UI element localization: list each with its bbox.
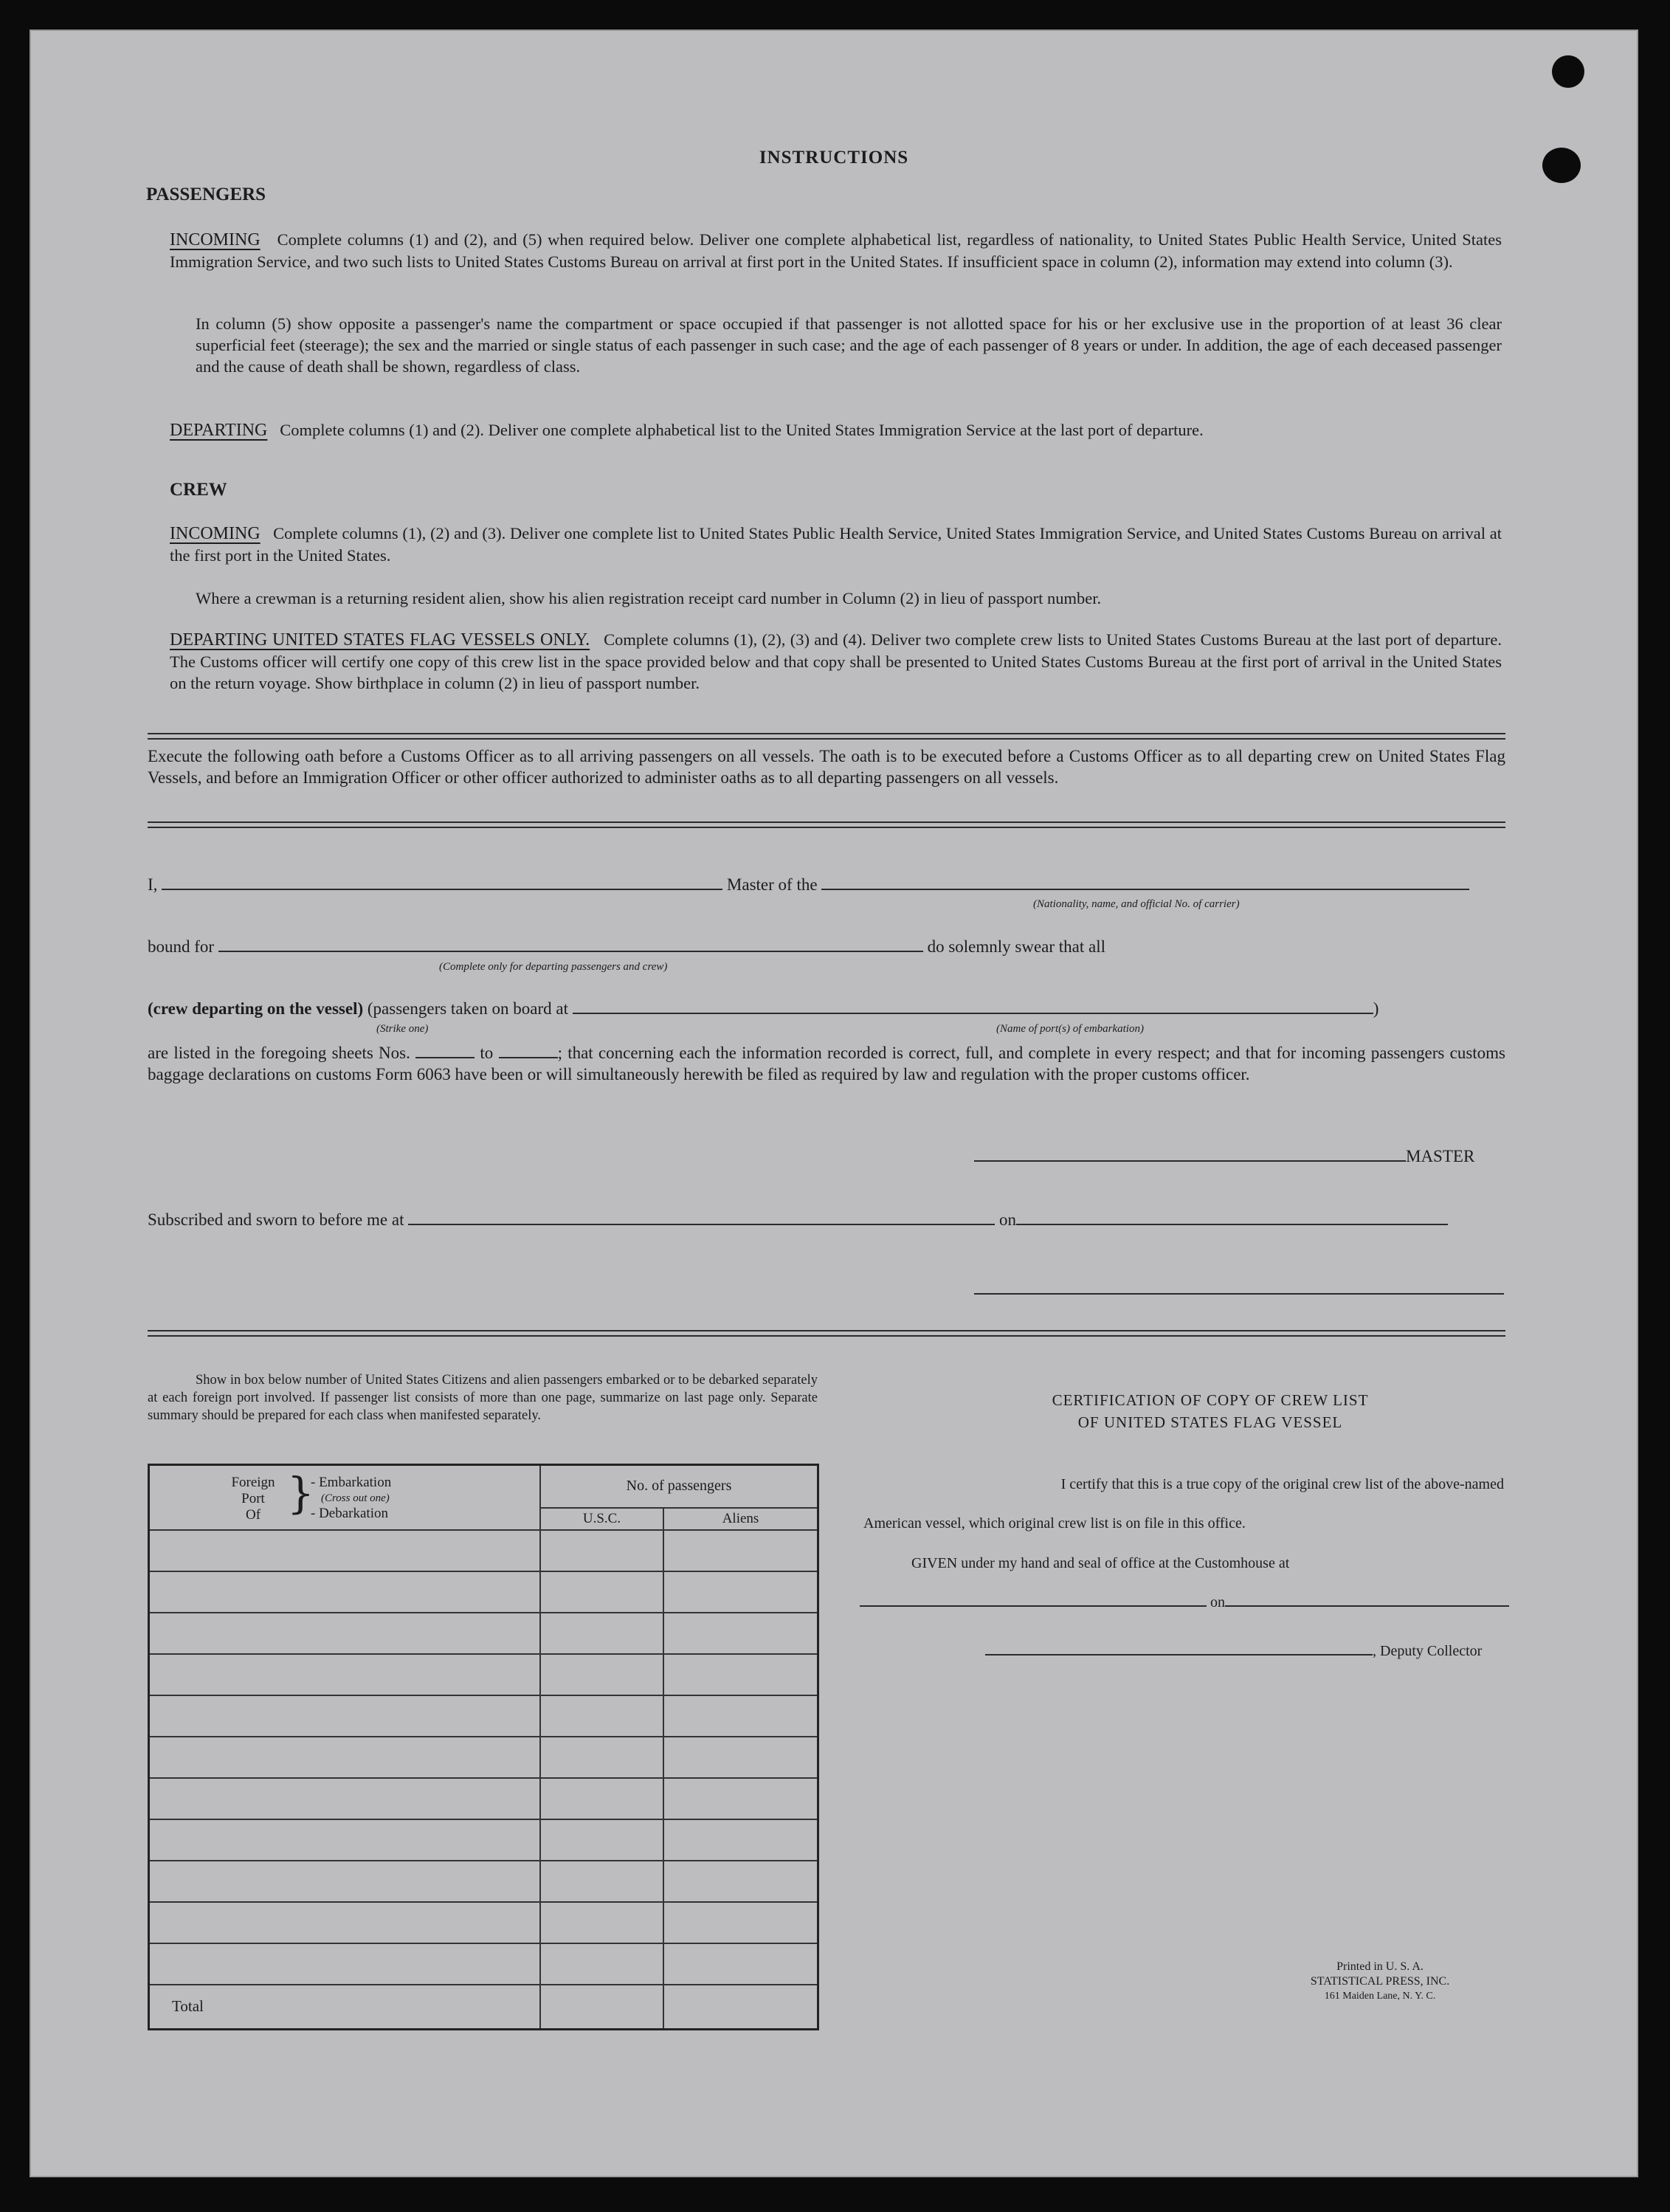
to-label: to [480, 1044, 494, 1062]
master-signature-field[interactable] [974, 1160, 1406, 1162]
sheet-to-field[interactable] [499, 1057, 558, 1058]
port-caption: (Name of port(s) of embarkation) [996, 1023, 1144, 1035]
oath-line-bound-for [148, 937, 1505, 957]
table-row [149, 1695, 818, 1737]
page-title: INSTRUCTIONS [759, 148, 909, 168]
usc-cell[interactable] [540, 1819, 663, 1861]
port-cell[interactable] [149, 1613, 541, 1654]
bound-for-label: bound for [148, 937, 215, 956]
passengers-incoming-label: INCOMING [170, 230, 260, 249]
aliens-header: Aliens [663, 1508, 818, 1530]
passengers-departing-paragraph [170, 419, 1502, 441]
passengers-departing-text: Complete columns (1) and (2). Deliver one complete alphabetical list to the United States Immigration Service at the last port of departure. [280, 421, 1204, 439]
usc-cell[interactable] [540, 1613, 663, 1654]
listed-suffix: ; that concerning each the information recorded is correct, full, and complete in every respect; and that for incoming passengers customs baggage declarations on customs Form 6063 have been or will simultaneously herewith be filed as required by law and regulation with the proper customs officer. [148, 1044, 1506, 1083]
usc-cell[interactable] [540, 1737, 663, 1778]
strike-caption: (Strike one) [376, 1023, 429, 1035]
printer-line3: 161 Maiden Lane, N. Y. C. [1324, 1991, 1436, 2002]
port-cell[interactable] [149, 1530, 541, 1571]
crew-departing-option[interactable]: (crew departing on the vessel) [148, 999, 364, 1018]
complete-only-caption: (Complete only for departing passengers and crew) [439, 961, 668, 973]
certification-title-line1: CERTIFICATION OF COPY OF CREW LIST [1052, 1391, 1369, 1409]
crew-departing-paragraph [170, 629, 1502, 694]
bound-for-field[interactable] [218, 951, 923, 952]
passengers-departing-label: DEPARTING [170, 421, 268, 440]
master-signature-line [974, 1147, 1474, 1166]
aliens-cell[interactable] [663, 1654, 818, 1695]
certification-title-line2: OF UNITED STATES FLAG VESSEL [1077, 1413, 1343, 1431]
total-aliens-cell[interactable] [663, 1985, 818, 2029]
subscribed-line [148, 1210, 1505, 1230]
embarkation-label[interactable]: - Embarkation [311, 1475, 392, 1490]
embarkation-port-field[interactable] [573, 1013, 1373, 1014]
table-row [149, 1819, 818, 1861]
port-cell[interactable] [149, 1737, 541, 1778]
oath-listed-paragraph [148, 1042, 1505, 1085]
given-text: GIVEN under my hand and seal of office at the Customhouse at [911, 1555, 1290, 1571]
certify-line1: I certify that this is a true copy of the original crew list of the above-named [1060, 1476, 1504, 1492]
printer-line2: STATISTICAL PRESS, INC. [1310, 1975, 1450, 1988]
officer-signature-field[interactable] [974, 1293, 1504, 1295]
punch-hole [1552, 55, 1584, 88]
total-usc-cell[interactable] [540, 1985, 663, 2029]
usc-cell[interactable] [540, 1778, 663, 1819]
oath-line-master [148, 875, 1505, 895]
passengers-taken-option[interactable]: (passengers taken on board at [367, 999, 568, 1018]
aliens-cell[interactable] [663, 1613, 818, 1654]
table-row [149, 1530, 818, 1571]
crew-heading: CREW [170, 480, 227, 500]
crew-incoming-label: INCOMING [170, 524, 260, 543]
customhouse-line [860, 1594, 1509, 1611]
crew-resident-paragraph: Where a crewman is a returning resident alien, show his alien registration receipt card number in Column (2) in lieu of passport number. [196, 589, 1102, 607]
port-cell[interactable] [149, 1819, 541, 1861]
port-cell[interactable] [149, 1943, 541, 1985]
aliens-cell[interactable] [663, 1902, 818, 1943]
oath-instructions: Execute the following oath before a Customs Officer as to all arriving passengers on all vessels. The oath is to be executed before a Customs Officer as to all departing crew on United States Flag Vessels, and before an Immigration Officer or other officer authorized to administer oaths as to all departing passengers on all vessels. [148, 747, 1505, 787]
printer-line1: Printed in U. S. A. [1336, 1960, 1424, 1973]
usc-cell[interactable] [540, 1695, 663, 1737]
aliens-cell[interactable] [663, 1530, 818, 1571]
table-row [149, 1902, 818, 1943]
nationality-caption: (Nationality, name, and official No. of carrier) [1033, 898, 1240, 910]
total-label: Total [149, 1985, 541, 2029]
crew-departing-label: DEPARTING UNITED STATES FLAG VESSELS ONLY. [170, 630, 590, 650]
debarkation-label[interactable]: - Debarkation [311, 1506, 388, 1521]
oath-line-embarkation [148, 999, 1505, 1019]
usc-cell[interactable] [540, 1902, 663, 1943]
port-label: Port [241, 1491, 265, 1506]
usc-cell[interactable] [540, 1530, 663, 1571]
certification-title [915, 1389, 1505, 1433]
summary-rows [149, 1530, 818, 1985]
deputy-signature-field[interactable] [985, 1654, 1373, 1655]
table-row [149, 1861, 818, 1902]
table-row [149, 1654, 818, 1695]
aliens-cell[interactable] [663, 1819, 818, 1861]
sworn-place-field[interactable] [408, 1224, 995, 1225]
sworn-date-field[interactable] [1016, 1224, 1448, 1225]
i-label: I, [148, 875, 158, 894]
port-cell[interactable] [149, 1695, 541, 1737]
table-row [149, 1613, 818, 1654]
sworn-on-label: on [998, 1210, 1016, 1229]
aliens-cell[interactable] [663, 1778, 818, 1819]
crew-incoming-text: Complete columns (1), (2) and (3). Deliver one complete list to United States Public Health Service, United States Immigration Service, and United States Customs Bureau on arrival at the first port in the United States. [170, 524, 1502, 565]
cross-out-caption: (Cross out one) [321, 1492, 390, 1504]
port-header-cell [149, 1465, 541, 1531]
aliens-cell[interactable] [663, 1861, 818, 1902]
customhouse-place-field[interactable] [860, 1605, 1207, 1607]
port-cell[interactable] [149, 1902, 541, 1943]
table-row [149, 1737, 818, 1778]
port-cell[interactable] [149, 1861, 541, 1902]
of-label: Of [245, 1507, 261, 1523]
aliens-cell[interactable] [663, 1571, 818, 1613]
usc-cell[interactable] [540, 1571, 663, 1613]
form-sheet [30, 30, 1638, 2177]
port-cell[interactable] [149, 1654, 541, 1695]
swear-label: do solemnly swear that all [927, 937, 1106, 956]
listed-prefix: are listed in the foregoing sheets Nos. [148, 1044, 410, 1062]
master-name-field[interactable] [162, 889, 722, 890]
subscribed-label: Subscribed and sworn to before me at [148, 1210, 404, 1229]
table-row [149, 1571, 818, 1613]
section-divider [148, 1330, 1505, 1337]
usc-cell[interactable] [540, 1943, 663, 1985]
close-paren: ) [1373, 999, 1379, 1018]
aliens-cell[interactable] [663, 1695, 818, 1737]
aliens-cell[interactable] [663, 1737, 818, 1778]
usc-header: U.S.C. [540, 1508, 663, 1530]
certify-line2: American vessel, which original crew list is on file in this office. [863, 1515, 1246, 1531]
deputy-collector-line [985, 1643, 1482, 1660]
passenger-summary-table [148, 1464, 819, 2030]
master-label: MASTER [1406, 1147, 1475, 1165]
table-row [149, 1943, 818, 1985]
printer-imprint [1269, 1960, 1491, 2004]
master-of-label: Master of the [726, 875, 818, 894]
table-header-row [149, 1465, 818, 1508]
table-row [149, 1778, 818, 1819]
passengers-incoming-paragraph [170, 229, 1502, 272]
summary-instructions: Show in box below number of United States Citizens and alien passengers embarked or to be debarked separately at each foreign port involved. If passenger list consists of more than one page, summarize on last page only. Separate summary should be prepared for each class when manifested separately. [148, 1373, 818, 1423]
passengers-heading: PASSENGERS [146, 185, 266, 204]
foreign-port-of-label [224, 1475, 283, 1523]
total-row [149, 1985, 818, 2029]
port-cell[interactable] [149, 1778, 541, 1819]
crew-incoming-paragraph [170, 523, 1502, 566]
no-of-passengers-header: No. of passengers [540, 1465, 818, 1508]
section-divider [148, 733, 1505, 740]
customhouse-date-field[interactable] [1225, 1605, 1509, 1607]
vessel-name-field[interactable] [821, 889, 1469, 890]
section-divider [148, 821, 1505, 828]
foreign-label: Foreign [231, 1475, 275, 1490]
deputy-collector-label: , Deputy Collector [1373, 1643, 1483, 1659]
port-cell[interactable] [149, 1571, 541, 1613]
aliens-cell[interactable] [663, 1943, 818, 1985]
passengers-incoming-text: Complete columns (1) and (2), and (5) when required below. Deliver one complete alphabetical list, regardless of nationality, to United States Public Health Service, United States Immigration Service, and two such lists to United States Customs Bureau on arrival at first port in the United States. If insufficient space in column (2), information may extend into column (3). [170, 230, 1502, 271]
crew-departing-text: Complete columns (1), (2), (3) and (4). Deliver two complete crew lists to United States Customs Bureau at the last port of departure. The Customs officer will certify one copy of this crew list in the space provided below and that copy shall be presented to United States Customs Bureau at the first port of arrival in the United States on the return voyage. Show birthplace in column (2) in lieu of passport number. [170, 630, 1502, 692]
sheet-from-field[interactable] [415, 1057, 475, 1058]
usc-cell[interactable] [540, 1861, 663, 1902]
customhouse-on-label: on [1210, 1594, 1225, 1610]
brace-symbol: } [287, 1468, 314, 1518]
usc-cell[interactable] [540, 1654, 663, 1695]
passengers-column5-paragraph: In column (5) show opposite a passenger's name the compartment or space occupied if that passenger is not allotted space for his or her exclusive use in the proportion of at least 36 clear superficial feet (steerage); the sex and the married or single status of each passenger in such case; and the age of each passenger of 8 years or under. In addition, the age of each deceased passenger and the cause of death shall be shown, regardless of class. [196, 314, 1502, 376]
